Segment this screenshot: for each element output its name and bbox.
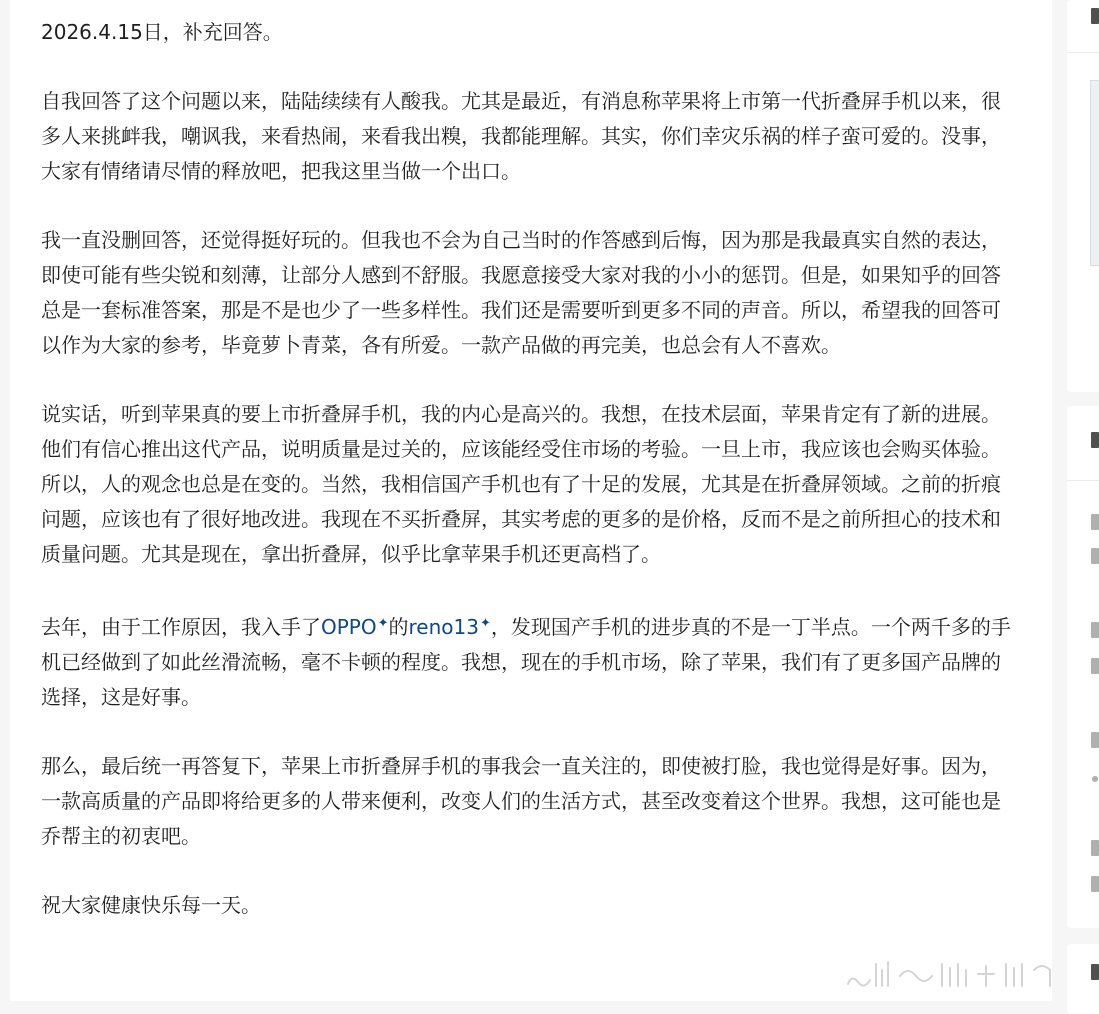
sparkle-icon: ✦ — [377, 616, 389, 631]
sidebar-heading-fragment — [1091, 964, 1099, 980]
sidebar-heading-fragment — [1091, 432, 1099, 448]
sidebar-divider — [1067, 480, 1099, 481]
answer-content — [41, 15, 1016, 923]
sidebar-card-bottom — [1067, 944, 1099, 1014]
paragraph-4-text-after: ，发现国产手机的进步真的不是一丁半点。一个两千多的手机已经做到了如此丝滑流畅，毫不卡顿的程度。我想，现在的手机市场，除了苹果，我们有了更多国产品牌的选择，这是好事。 — [41, 615, 1011, 709]
reno13-link-text: reno13 — [408, 615, 479, 639]
answer-paragraph-5: 那么，最后统一再答复下，苹果上市折叠屏手机的事我会一直关注的，即使被打脸，我也觉得是好事。因为，一款高质量的产品即将给更多的人带来便利，改变人们的生活方式，甚至改变着这个世界。我想，这可能也是乔帮主的初衷吧。 — [41, 754, 1001, 848]
sidebar-thumbnail[interactable] — [1090, 80, 1099, 266]
answer-card — [10, 0, 1052, 1001]
answer-paragraph-2: 我一直没删回答，还觉得挺好玩的。但我也不会为自己当时的作答感到后悔，因为那是我最真实自然的表达，即使可能有些尖锐和刻薄，让部分人感到不舒服。我愿意接受大家对我的小小的惩罚。但是，如果知乎的回答总是一套标准答案，那是不是也少了一些多样性。我们还是需要听到更多不同的声音。所以，希望我的回答可以作为大家的参考，毕竟萝卜青菜，各有所爱。一款产品做的再完美，也总会有人不喜欢。 — [41, 228, 1001, 357]
oppo-keyword-link[interactable] — [321, 615, 389, 639]
sidebar-card-middle — [1067, 406, 1099, 928]
sidebar-list-item[interactable] — [1091, 548, 1099, 564]
sidebar-card-top — [1067, 0, 1099, 392]
reno13-keyword-link[interactable] — [409, 615, 491, 639]
answer-paragraph-3: 说实话，听到苹果真的要上市折叠屏手机，我的内心是高兴的。我想，在技术层面，苹果肯定有了新的进展。他们有信心推出这代产品，说明质量是过关的，应该能经受住市场的考验。一旦上市，我应该也会购买体验。所以，人的观念也总是在变的。当然，我相信国产手机也有了十足的发展，尤其是在折叠屏领域。之前的折痕问题，应该也有了很好地改进。我现在不买折叠屏，其实考虑的更多的是价格，反而不是之前所担心的技术和质量问题。尤其是现在，拿出折叠屏，似乎比拿苹果手机还更高档了。 — [41, 402, 1001, 566]
dot-icon — [1092, 776, 1098, 782]
sidebar-list-item[interactable] — [1091, 622, 1099, 638]
answer-paragraph-4 — [41, 606, 1016, 715]
sidebar-list-item[interactable] — [1091, 732, 1099, 748]
sidebar-list-item[interactable] — [1091, 658, 1099, 674]
answer-paragraph-1: 自我回答了这个问题以来，陆陆续续有人酸我。尤其是最近，有消息称苹果将上市第一代折叠屏手机以来，很多人来挑衅我，嘲讽我，来看热闹，来看我出糗，我都能理解。其实，你们幸灾乐祸的样子蛮可爱的。没事，大家有情绪请尽情的释放吧，把我这里当做一个出口。 — [41, 89, 1001, 183]
sidebar-text-fragment — [1091, 8, 1099, 24]
answer-paragraph-6: 祝大家健康快乐每一天。 — [41, 893, 261, 917]
sidebar-list-item[interactable] — [1091, 514, 1099, 530]
sidebar-divider — [1067, 52, 1099, 53]
oppo-link-text: OPPO — [321, 615, 377, 639]
sparkle-icon: ✦ — [479, 616, 491, 631]
paragraph-4-text-mid: 的 — [388, 615, 409, 639]
answer-date-line: 2026.4.15日，补充回答。 — [41, 20, 283, 44]
sidebar-list-item[interactable] — [1091, 840, 1099, 856]
watermark-logo — [842, 956, 1052, 992]
sidebar-list-item[interactable] — [1091, 876, 1099, 892]
paragraph-4-text-before: 去年，由于工作原因，我入手了 — [41, 615, 321, 639]
